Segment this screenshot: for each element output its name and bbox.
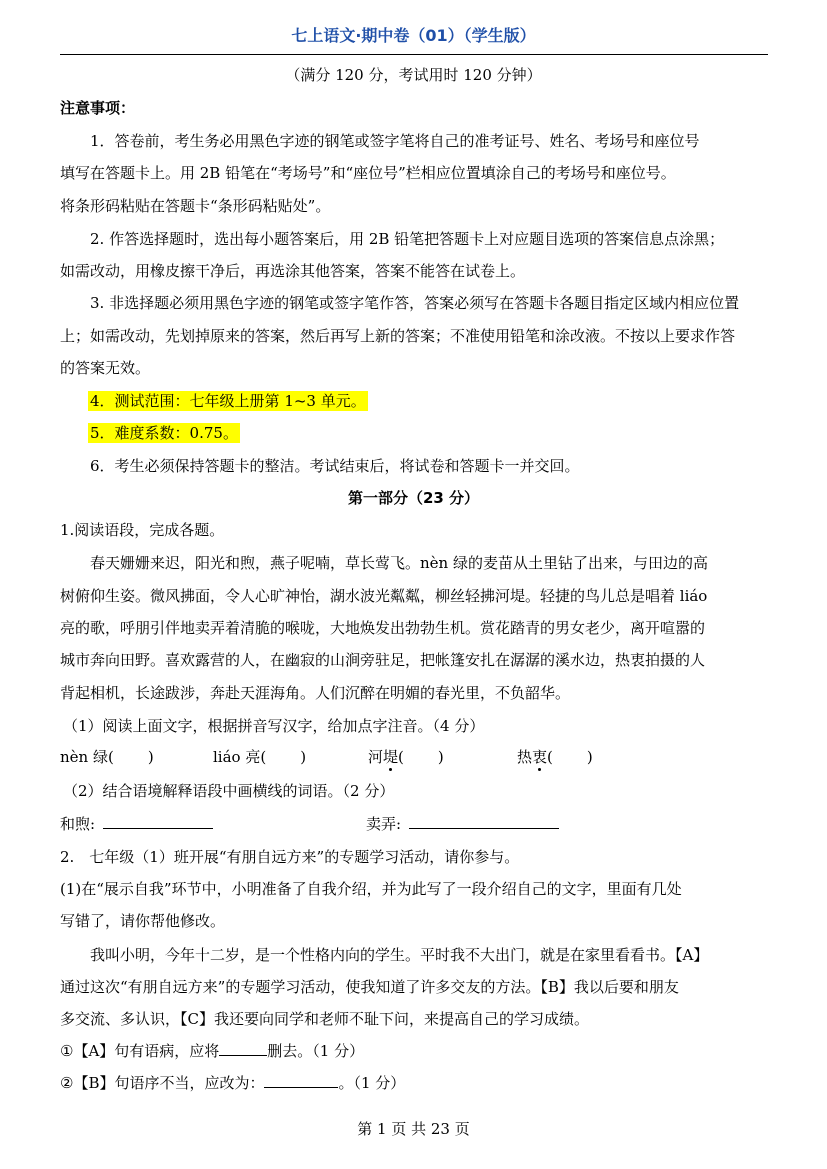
page-footer: 第 1 页 共 23 页 [357, 1120, 470, 1138]
q2-passage-line: 通过这次“有朋自远方来”的专题学习活动，使我知道了许多交友的方法。【B】我以后要和朋友 [60, 978, 679, 996]
item-text: ①【A】句有语病，应将 [60, 1042, 220, 1060]
header-divider [60, 54, 768, 55]
notes-item-6: 6．考生必须保持答题卡的整洁。考试结束后，将试卷和答题卡一并交回。 [90, 457, 580, 475]
q1-passage-line: 城市奔向田野。喜欢露营的人，在幽寂的山涧旁驻足，把帐篷安扎在潺潺的溪水边，热衷拍摄的人 [60, 651, 706, 669]
answer-blank[interactable] [264, 1073, 338, 1088]
notes-item-4 [88, 391, 368, 411]
q1-passage-line: 背起相机，长途跋涉，奔赴天涯海角。人们沉醉在明媚的春光里，不负韶华。 [60, 684, 571, 702]
item-text: ②【B】句语序不当，应改为： [60, 1074, 265, 1092]
q2-passage-line: 多交流、多认识，【C】我还要向同学和老师不耻下问，来提高自己的学习成绩。 [60, 1010, 589, 1028]
fill-close: ) [437, 748, 444, 766]
notes-title: 注意事项： [60, 99, 136, 117]
q2-item-b [60, 1073, 405, 1093]
exam-info: （满分 120 分，考试用时 120 分钟） [285, 66, 542, 84]
q2-stem: 2. 七年级（1）班开展“有朋自远方来”的专题学习活动，请你参与。 [60, 848, 520, 866]
fill-close: ) [147, 748, 154, 766]
fill-nen [60, 747, 154, 767]
q2-intro-line: 写错了，请你帮他修改。 [60, 912, 226, 930]
notes-line: 将条形码粘贴在答题卡“条形码粘贴处”。 [60, 197, 331, 215]
part1-title: 第一部分（23 分） [347, 489, 480, 507]
notes-line: 的答案无效。 [60, 359, 151, 377]
term-label: 卖弄: [366, 815, 402, 833]
q1-passage-line: 亮的歌，呼朋引伴地卖弄着清脆的喉咙，大地焕发出勃勃生机。赏花踏青的男女老少，离开喧嚣的 [60, 619, 706, 637]
fill-close: ) [300, 748, 307, 766]
notes-line: 填写在答题卡上。用 2B 铅笔在“考场号”和“座位号”栏相应位置填涂自己的考场号和座位号。 [60, 164, 676, 182]
fill-zhong: 热衷( ) [517, 748, 593, 766]
dotted-char: 衷 [532, 748, 548, 766]
item-text: 。（1 分） [338, 1074, 406, 1092]
notes-item-5 [88, 423, 240, 443]
highlight-text: 4．测试范围：七年级上册第 1~3 单元。 [90, 392, 366, 410]
q1-passage-line: 树俯仰生姿。微风拂面，令人心旷神怡，湖水波光粼粼，柳丝轻拂河堤。轻捷的鸟儿总是唱着 liáo [60, 587, 708, 605]
fill-label: 河 [368, 748, 384, 766]
term-mainong [366, 814, 559, 834]
q2-item-a [60, 1041, 364, 1061]
answer-blank[interactable] [409, 814, 559, 829]
notes-line: 3. 非选择题必须用黑色字迹的钢笔或签字笔作答，答案必须写在答题卡各题目指定区域内相应位置 [90, 294, 740, 312]
page-header-title: 七上语文·期中卷（01）（学生版） [291, 26, 536, 45]
fill-label: liáo 亮( [213, 748, 267, 766]
fill-label: nèn 绿( [60, 748, 114, 766]
fill-label: 热 [517, 748, 533, 766]
fill-liao [213, 747, 306, 767]
q2-passage-line: 我叫小明，今年十二岁，是一个性格内向的学生。平时我不大出门，就是在家里看看书。【A】 [90, 946, 709, 964]
term-label: 和煦: [60, 815, 96, 833]
term-hexu [60, 814, 213, 834]
answer-blank[interactable] [103, 814, 213, 829]
highlight-text: 5．难度系数：0.75。 [90, 424, 238, 442]
q2-intro-line: (1)在“展示自我”环节中，小明准备了自我介绍，并为此写了一段介绍自己的文字，里面有几处 [60, 880, 682, 898]
q1-passage-line: 春天姗姗来迟，阳光和煦，燕子呢喃，草长莺飞。nèn 绿的麦苗从土里钻了出来，与田边的高 [90, 554, 708, 572]
answer-blank[interactable] [219, 1041, 267, 1056]
fill-di: 河堤( ) [368, 748, 444, 766]
q1-sub1: （1）阅读上面文字，根据拼音写汉字，给加点字注音。（4 分） [63, 717, 485, 735]
notes-line: 1．答卷前，考生务必用黑色字迹的钢笔或签字笔将自己的准考证号、姓名、考场号和座位号 [90, 132, 700, 150]
item-text: 删去。（1 分） [267, 1042, 365, 1060]
q1-sub2: （2）结合语境解释语段中画横线的词语。（2 分） [63, 782, 395, 800]
notes-line: 上；如需改动，先划掉原来的答案，然后再写上新的答案；不准使用铅笔和涂改液。不按以上要求作答 [60, 327, 736, 345]
fill-close: ) [586, 748, 593, 766]
notes-line: 2. 作答选择题时，选出每小题答案后，用 2B 铅笔把答题卡上对应题目选项的答案信息点涂黑； [90, 230, 725, 248]
dotted-char: 堤 [383, 748, 399, 766]
notes-line: 如需改动，用橡皮擦干净后，再选涂其他答案，答案不能答在试卷上。 [60, 262, 526, 280]
q1-stem: 1.阅读语段，完成各题。 [60, 521, 225, 539]
